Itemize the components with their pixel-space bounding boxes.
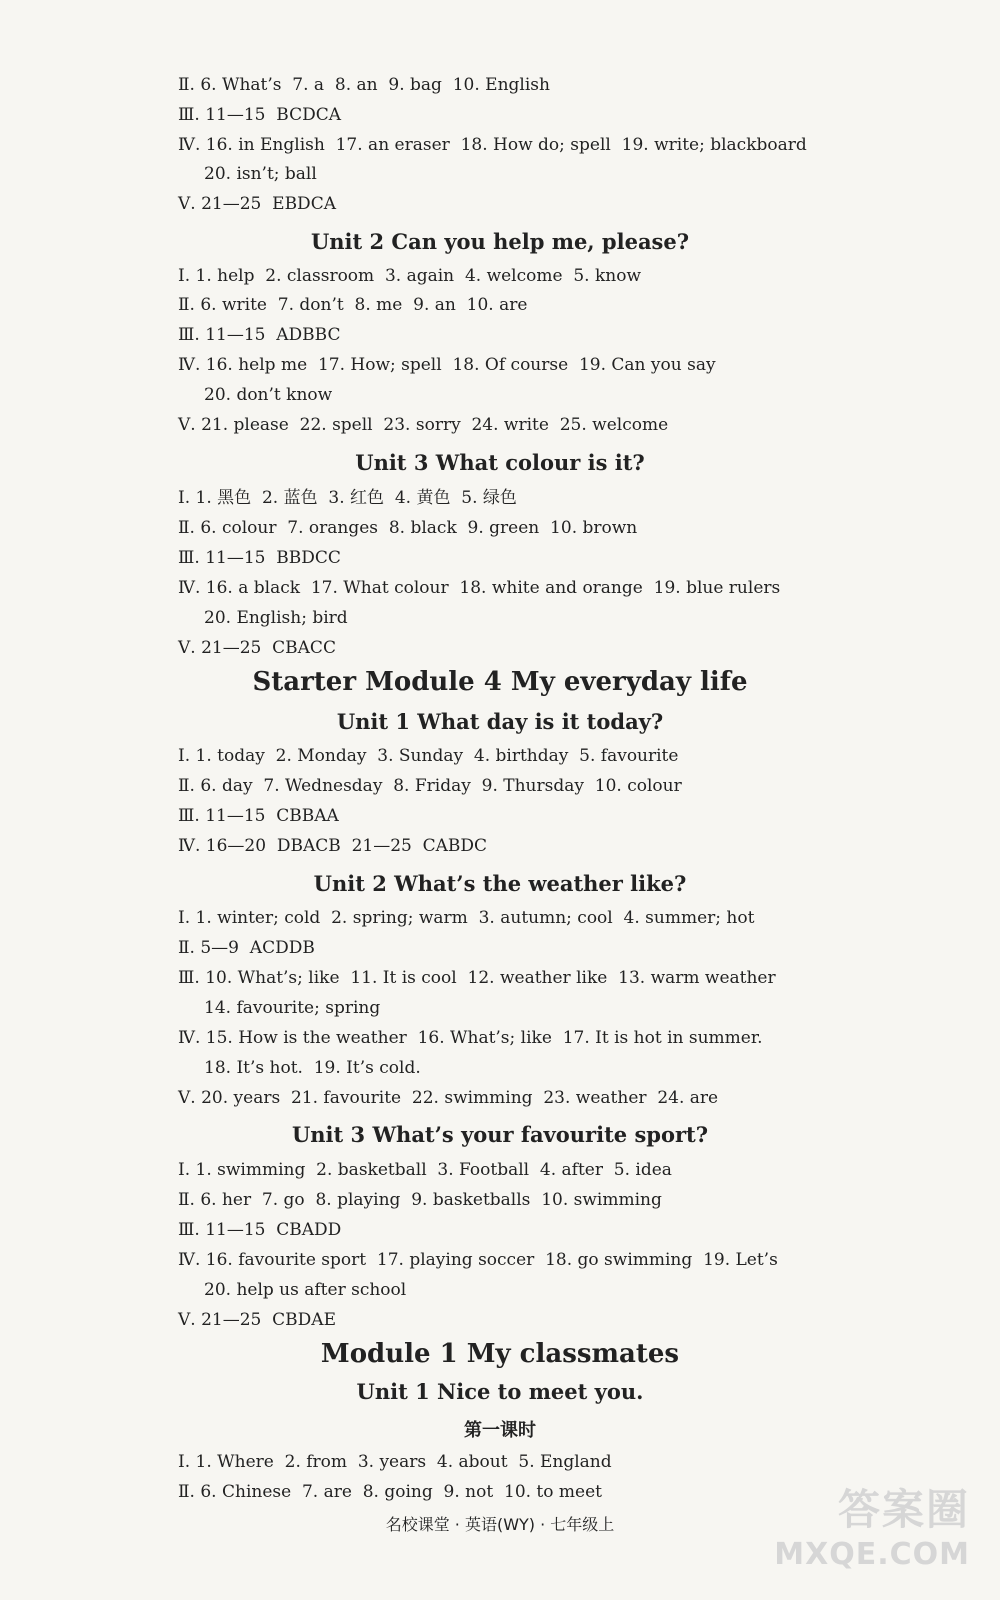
module-heading: Starter Module 4 My everyday life <box>252 667 748 697</box>
watermark-logo <box>774 1477 970 1572</box>
answer-line: Ⅲ. 11—15 CBBAA <box>178 806 339 826</box>
answer-line: Ⅴ. 21—25 CBACC <box>178 638 336 658</box>
answer-line: Ⅱ. 6. What’s 7. a 8. an 9. bag 10. English <box>178 75 550 95</box>
unit-heading: Unit 2 Can you help me, please? <box>310 229 690 254</box>
answer-line: Ⅲ. 10. What’s; like 11. It is cool 12. weather like 13. warm weather <box>178 968 776 988</box>
answer-line: Ⅳ. 16. help me 17. How; spell 18. Of course 19. Can you say <box>178 355 716 375</box>
answer-line: Ⅴ. 21—25 EBDCA <box>178 194 336 214</box>
answer-line: Ⅳ. 16. a black 17. What colour 18. white and orange 19. blue rulers <box>178 578 781 598</box>
answer-line: Ⅲ. 11—15 CBADD <box>178 1220 342 1240</box>
answer-line: Ⅴ. 20. years 21. favourite 22. swimming 23. weather 24. are <box>178 1088 719 1108</box>
answer-line: 20. English; bird <box>204 608 348 628</box>
answer-line: Ⅰ. 1. 黑色 2. 蓝色 3. 红色 4. 黄色 5. 绿色 <box>178 488 517 508</box>
answer-line: Ⅲ. 11—15 BCDCA <box>178 105 342 125</box>
answer-line: Ⅱ. 6. write 7. don’t 8. me 9. an 10. are <box>178 295 528 315</box>
answer-line: 14. favourite; spring <box>204 998 381 1018</box>
answer-line: Ⅰ. 1. Where 2. from 3. years 4. about 5. England <box>178 1452 612 1472</box>
answer-line: Ⅰ. 1. swimming 2. basketball 3. Football 4. after 5. idea <box>178 1160 672 1180</box>
answer-line: Ⅳ. 15. How is the weather 16. What’s; like 17. It is hot in summer. <box>178 1028 763 1048</box>
unit-heading: Unit 1 What day is it today? <box>336 709 664 734</box>
answer-line: Ⅴ. 21—25 CBDAE <box>178 1310 336 1330</box>
answer-line: Ⅳ. 16. favourite sport 17. playing soccer 18. go swimming 19. Let’s <box>178 1250 778 1270</box>
answer-line: Ⅰ. 1. help 2. classroom 3. again 4. welcome 5. know <box>178 266 642 286</box>
answer-line: Ⅰ. 1. today 2. Monday 3. Sunday 4. birthday 5. favourite <box>178 746 679 766</box>
answer-line: 20. don’t know <box>204 385 333 405</box>
unit-heading: Unit 2 What’s the weather like? <box>313 871 687 896</box>
answer-line: 20. isn’t; ball <box>204 164 317 184</box>
answer-line: Ⅱ. 6. her 7. go 8. playing 9. basketballs 10. swimming <box>178 1190 662 1210</box>
module-heading: Module 1 My classmates <box>320 1339 680 1369</box>
page-footer: 名校课堂 · 英语(WY) · 七年级上 <box>385 1515 615 1534</box>
answer-line: Ⅰ. 1. winter; cold 2. spring; warm 3. autumn; cool 4. summer; hot <box>178 908 755 928</box>
unit-heading: Unit 3 What’s your favourite sport? <box>291 1122 709 1147</box>
watermark-url: MXQE.COM <box>774 1537 970 1572</box>
answer-line: Ⅱ. 6. day 7. Wednesday 8. Friday 9. Thursday 10. colour <box>178 776 682 796</box>
answer-line: Ⅲ. 11—15 BBDCC <box>178 548 341 568</box>
answer-line: 20. help us after school <box>204 1280 407 1300</box>
answer-line: 18. It’s hot. 19. It’s cold. <box>204 1058 421 1078</box>
lesson-heading: 第一课时 <box>464 1420 536 1441</box>
answer-line: Ⅲ. 11—15 ADBBC <box>178 325 341 345</box>
answer-line: Ⅱ. 6. colour 7. oranges 8. black 9. green 10. brown <box>178 518 638 538</box>
answer-line: Ⅱ. 6. Chinese 7. are 8. going 9. not 10. to meet <box>178 1482 602 1502</box>
answer-line: Ⅱ. 5—9 ACDDB <box>178 938 315 958</box>
watermark-text: 答案圈 <box>837 1485 970 1534</box>
answer-line: Ⅴ. 21. please 22. spell 23. sorry 24. write 25. welcome <box>178 415 669 435</box>
answer-line: Ⅳ. 16. in English 17. an eraser 18. How do; spell 19. write; blackboard <box>178 135 807 155</box>
unit-heading: Unit 1 Nice to meet you. <box>356 1379 644 1404</box>
answer-line: Ⅳ. 16—20 DBACB 21—25 CABDC <box>178 836 488 856</box>
unit-heading: Unit 3 What colour is it? <box>355 450 645 475</box>
